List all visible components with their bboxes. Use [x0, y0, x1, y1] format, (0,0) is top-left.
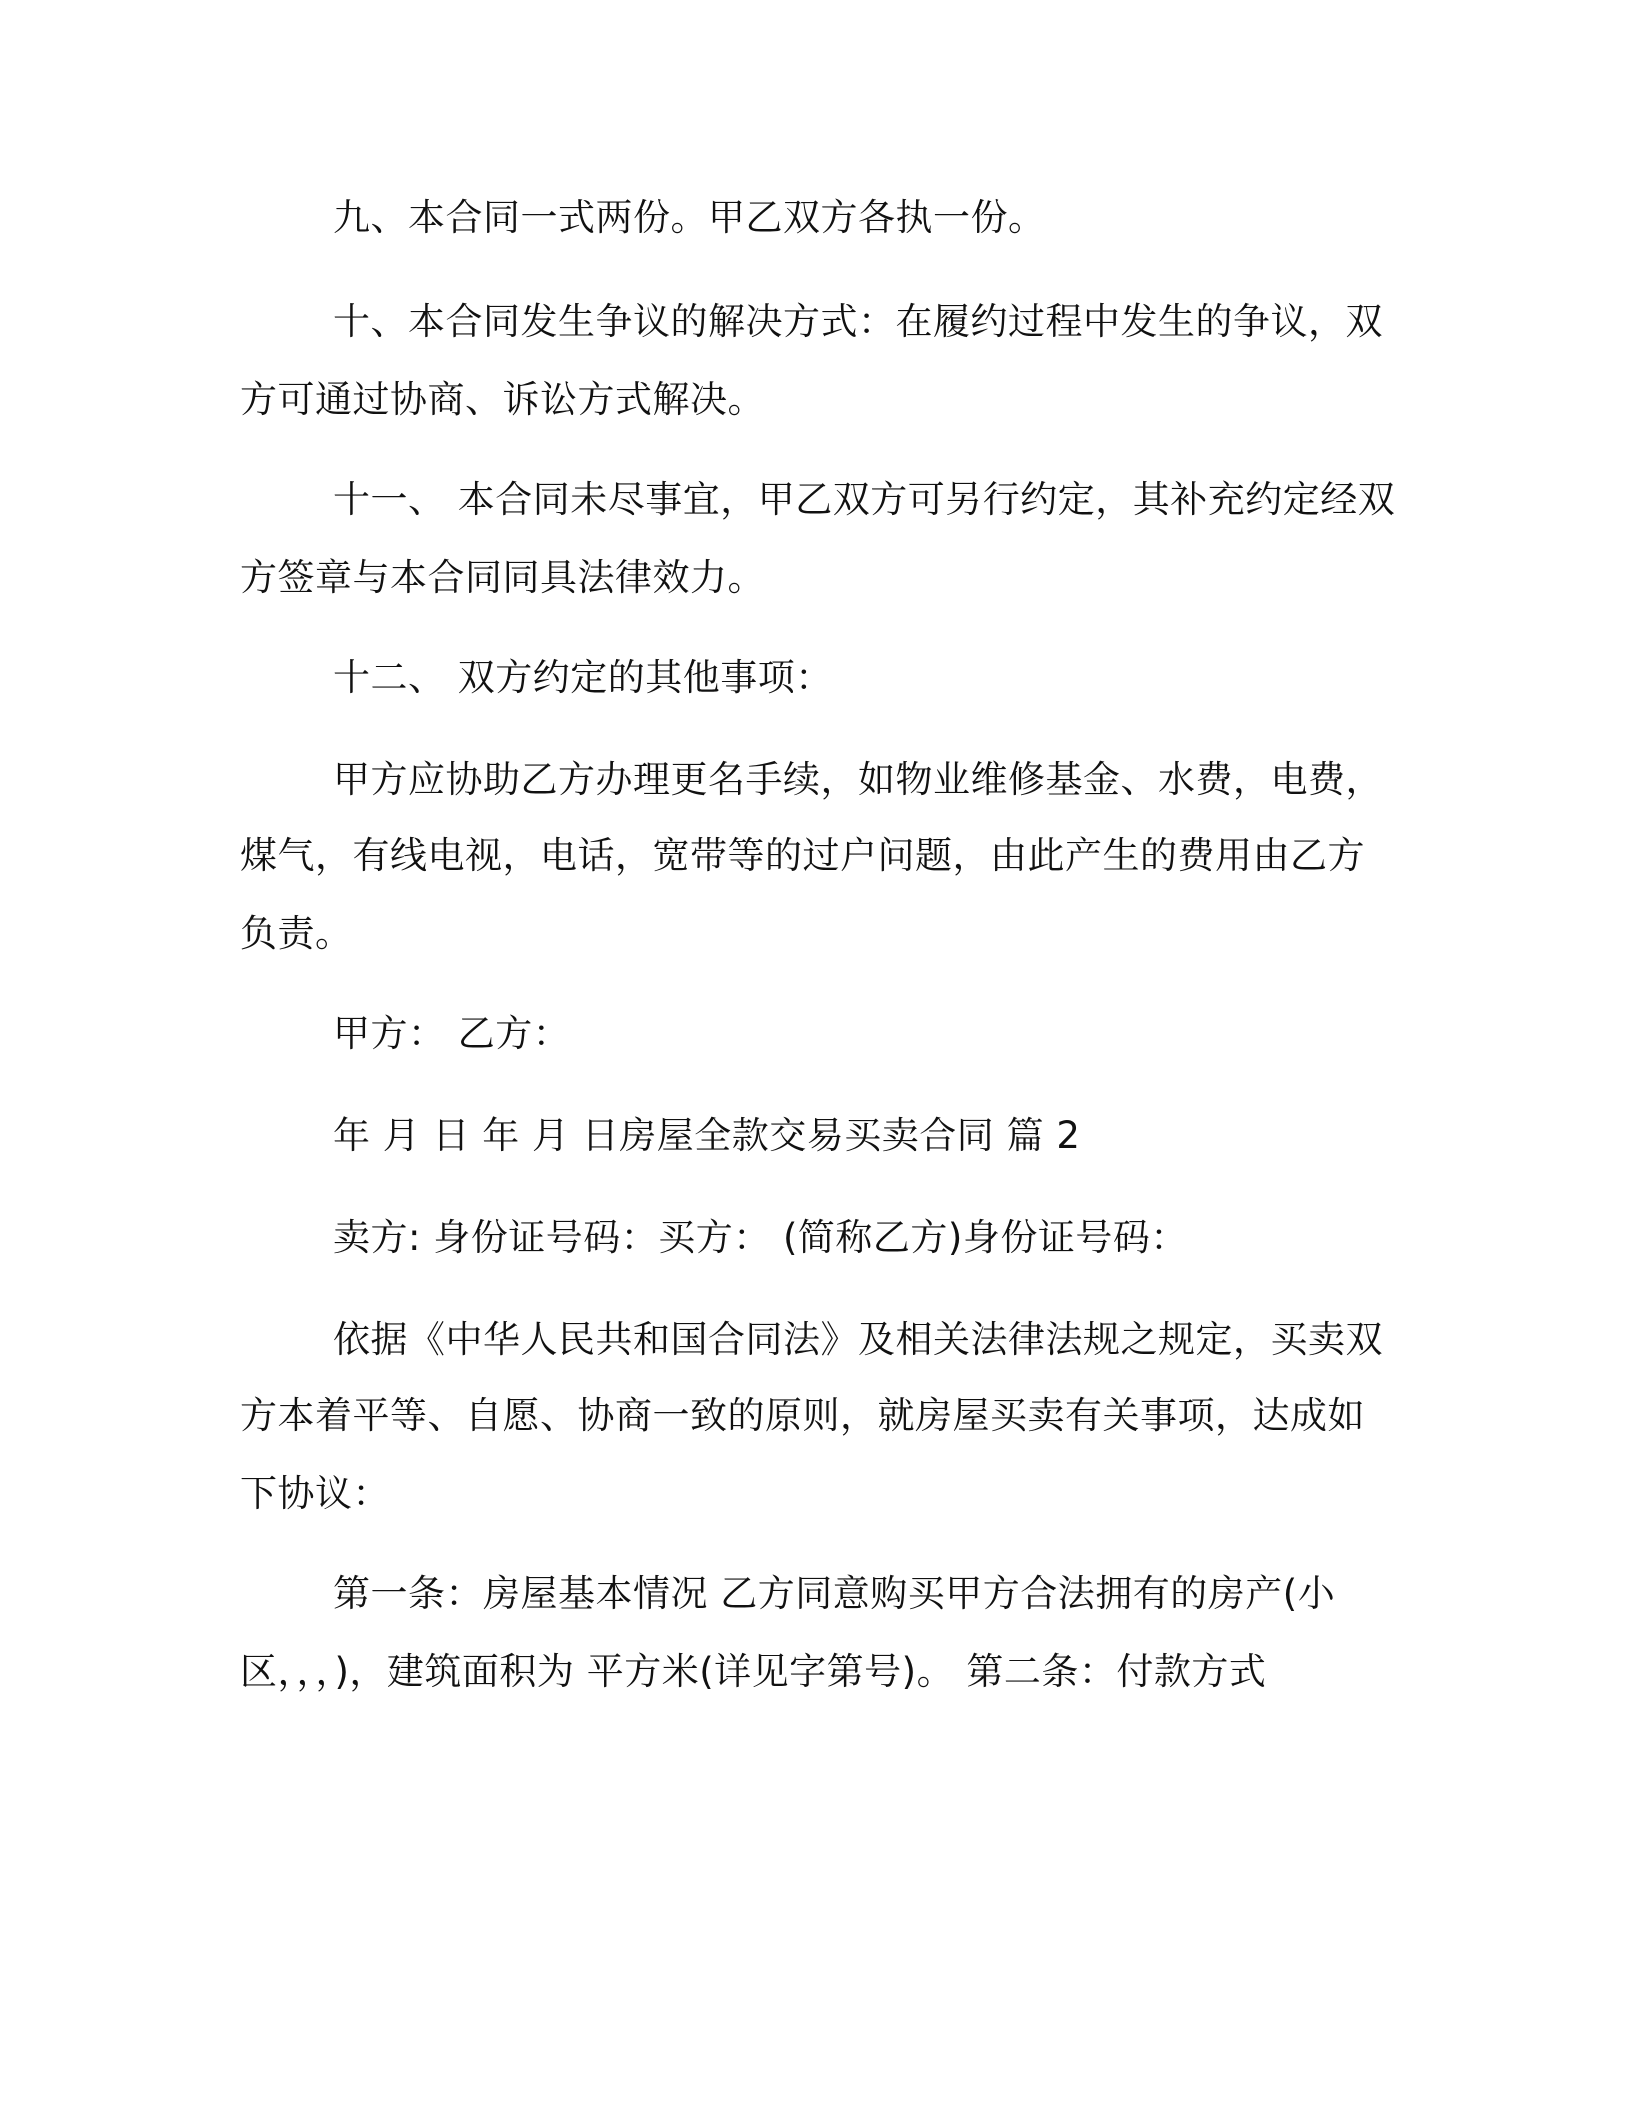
seller-buyer-id-line: 卖方: 身份证号码：买方： (简称乙方)身份证号码：: [333, 1216, 1188, 1259]
other-matters-line-2: 煤气，有线电视，电话，宽带等的过户问题，由此产生的费用由乙方: [240, 834, 1365, 877]
signature-parties: 甲方： 乙方：: [333, 1012, 571, 1055]
clause-9-line: 九、本合同一式两份。甲乙双方各执一份。: [333, 196, 1046, 239]
basis-line-3: 下协议：: [240, 1472, 390, 1515]
article-1-line-2: 区，，，)，建筑面积为 平方米(详见字第号)。 第二条：付款方式: [240, 1650, 1267, 1693]
other-matters-line-1: 甲方应协助乙方办理更名手续，如物业维修基金、水费，电费，: [333, 758, 1383, 801]
article-1-line-1: 第一条：房屋基本情况 乙方同意购买甲方合法拥有的房产(小: [333, 1572, 1336, 1615]
basis-line-1: 依据《中华人民共和国合同法》及相关法律法规之规定，买卖双: [333, 1318, 1383, 1361]
clause-11-line-2: 方签章与本合同同具法律效力。: [240, 556, 765, 599]
basis-line-2: 方本着平等、自愿、协商一致的原则，就房屋买卖有关事项，达成如: [240, 1394, 1365, 1437]
date-and-title-line: 年 月 日 年 月 日房屋全款交易买卖合同 篇 2: [333, 1114, 1081, 1157]
clause-12-heading: 十二、 双方约定的其他事项：: [333, 656, 833, 699]
other-matters-line-3: 负责。: [240, 912, 353, 955]
clause-11-line-1: 十一、 本合同未尽事宜，甲乙双方可另行约定，其补充约定经双: [333, 478, 1396, 521]
clause-10-line-2: 方可通过协商、诉讼方式解决。: [240, 378, 765, 421]
clause-10-line-1: 十、本合同发生争议的解决方式：在履约过程中发生的争议，双: [333, 300, 1383, 343]
